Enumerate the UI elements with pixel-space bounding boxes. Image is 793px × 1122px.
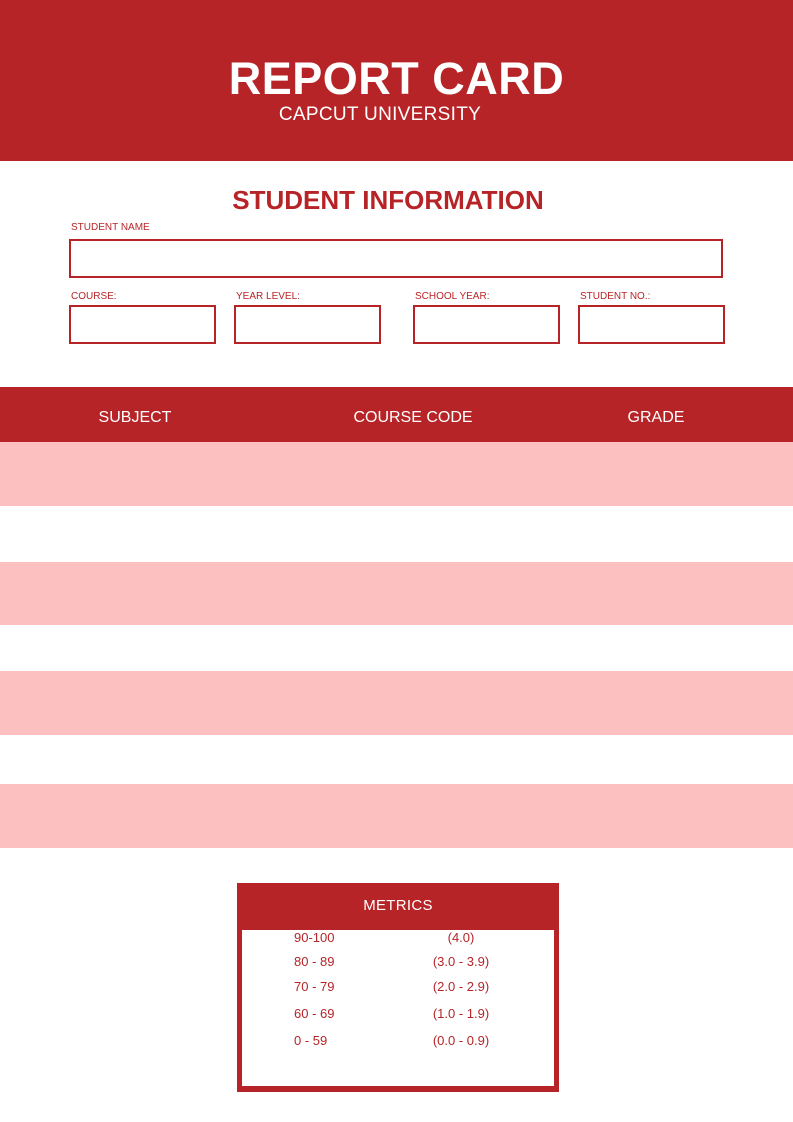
metrics-panel bbox=[237, 883, 559, 1092]
table-row[interactable] bbox=[0, 784, 793, 848]
metrics-range: 60 - 69 bbox=[294, 1006, 335, 1021]
student-name-label: STUDENT NAME bbox=[71, 222, 150, 233]
metrics-gpa: (4.0) bbox=[447, 930, 475, 945]
metrics-range: 0 - 59 bbox=[294, 1033, 328, 1048]
metrics-body bbox=[242, 930, 554, 1086]
year-level-field[interactable] bbox=[234, 305, 381, 344]
school-year-label: SCHOOL YEAR: bbox=[415, 291, 490, 302]
table-row[interactable] bbox=[0, 671, 793, 735]
metrics-gpa: (0.0 - 0.9) bbox=[432, 1033, 490, 1048]
student-name-field[interactable] bbox=[69, 239, 723, 278]
report-header bbox=[0, 0, 793, 161]
grades-table-header bbox=[0, 387, 793, 442]
student-no-label: STUDENT NO.: bbox=[580, 291, 651, 302]
table-row[interactable] bbox=[0, 442, 793, 506]
page-title: REPORT CARD bbox=[228, 53, 565, 104]
column-header-course-code: COURSE CODE bbox=[353, 409, 473, 426]
table-row[interactable] bbox=[0, 562, 793, 625]
student-no-field[interactable] bbox=[578, 305, 725, 344]
table-row[interactable] bbox=[0, 625, 793, 671]
year-level-label: YEAR LEVEL: bbox=[236, 291, 300, 302]
metrics-range: 70 - 79 bbox=[294, 979, 335, 994]
metrics-title: METRICS bbox=[363, 897, 433, 914]
metrics-range: 80 - 89 bbox=[294, 954, 335, 969]
column-header-grade: GRADE bbox=[627, 409, 685, 426]
course-field[interactable] bbox=[69, 305, 216, 344]
table-row[interactable] bbox=[0, 506, 793, 562]
university-name: CAPCUT UNIVERSITY bbox=[278, 104, 482, 125]
metrics-gpa: (1.0 - 1.9) bbox=[432, 1006, 490, 1021]
table-row[interactable] bbox=[0, 735, 793, 784]
metrics-range: 90-100 bbox=[294, 930, 335, 945]
column-header-subject: SUBJECT bbox=[98, 409, 172, 426]
metrics-gpa: (3.0 - 3.9) bbox=[432, 954, 490, 969]
school-year-field[interactable] bbox=[413, 305, 560, 344]
course-label: COURSE: bbox=[71, 291, 117, 302]
student-information-heading: STUDENT INFORMATION bbox=[232, 185, 544, 215]
metrics-gpa: (2.0 - 2.9) bbox=[432, 979, 490, 994]
